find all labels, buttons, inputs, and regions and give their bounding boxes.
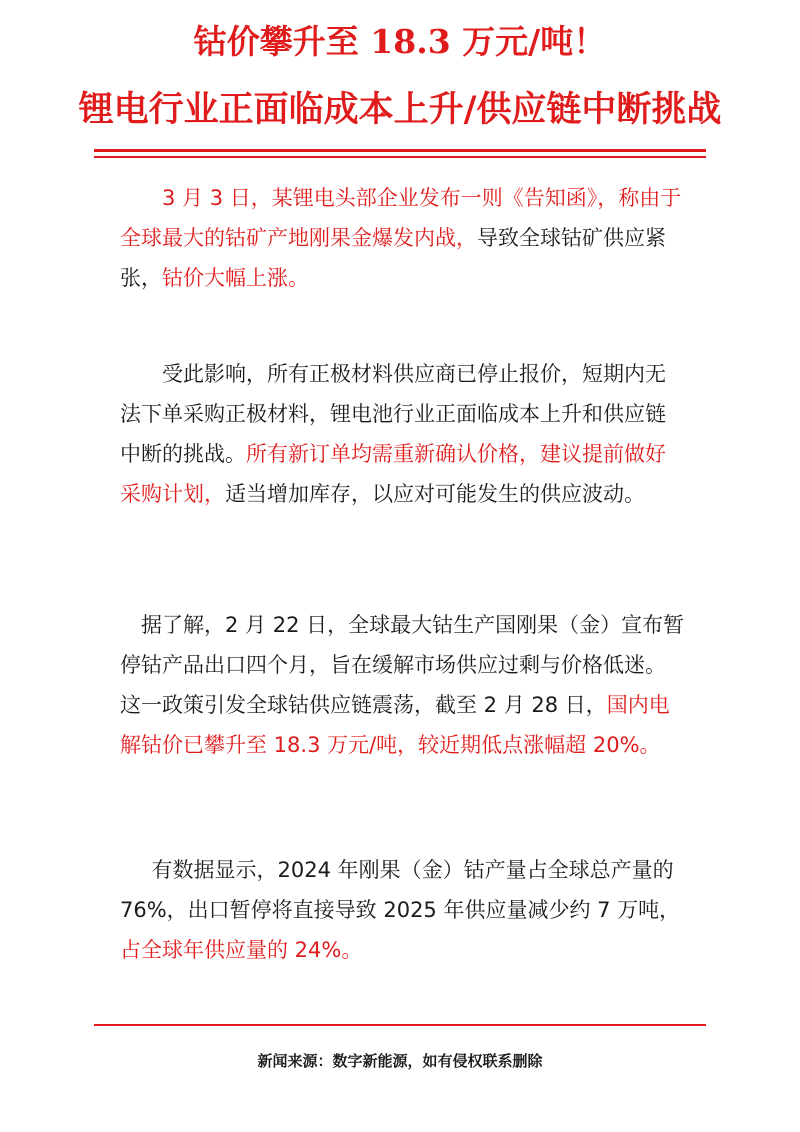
- paragraph-2-segment: 适当增加库存，以应对可能发生的供应波动。: [225, 482, 645, 506]
- footer-divider: [94, 1024, 706, 1026]
- page-subtitle: 锂电行业正面临成本上升/供应链中断挑战: [78, 89, 722, 130]
- paragraph-2: [120, 354, 686, 514]
- title-divider-thick: [94, 149, 706, 152]
- news-source: 新闻来源：数字新能源，如有侵权联系删除: [257, 1052, 543, 1070]
- paragraph-1-segment: 导致全球钴矿供应紧张，: [120, 226, 666, 290]
- page-title: 钴价攀升至 18.3 万元/吨！: [193, 22, 607, 61]
- paragraph-4: [120, 850, 686, 970]
- paragraph-4-segment: 有数据显示，2024 年刚果（金）钴产量占全球总产量的 76%，出口暂停将直接导致 2025 年供应量减少约 7 万吨，: [120, 858, 681, 922]
- title-divider-thin: [94, 156, 706, 158]
- paragraph-1-segment: 3 月 3 日，某锂电头部企业发布一则《告知函》，称由于全球最大的钴矿产地刚果金爆发内战，: [120, 186, 682, 250]
- paragraph-2-segment: 所有新订单均需重新确认价格，建议提前做好采购计划，: [120, 442, 666, 506]
- paragraph-1-segment: 钴价大幅上涨。: [162, 266, 309, 290]
- paragraph-3-segment: 国内电解钴价已攀升至 18.3 万元/吨，较近期低点涨幅超 20%。: [120, 693, 670, 757]
- paragraph-3: [120, 605, 686, 765]
- paragraph-4-segment: 占全球年供应量的 24%。: [120, 938, 363, 962]
- paragraph-1: [120, 178, 686, 298]
- paragraph-3-segment: 据了解，2 月 22 日，全球最大钴生产国刚果（金）宣布暂停钴产品出口四个月，旨在缓解市场供应过剩与价格低迷。这一政策引发全球钴供应链震荡，截至 2 月 28 日，: [120, 613, 685, 717]
- paragraph-2-segment: 受此影响，所有正极材料供应商已停止报价，短期内无法下单采购正极材料，锂电池行业正面临成本上升和供应链中断的挑战。: [120, 362, 666, 466]
